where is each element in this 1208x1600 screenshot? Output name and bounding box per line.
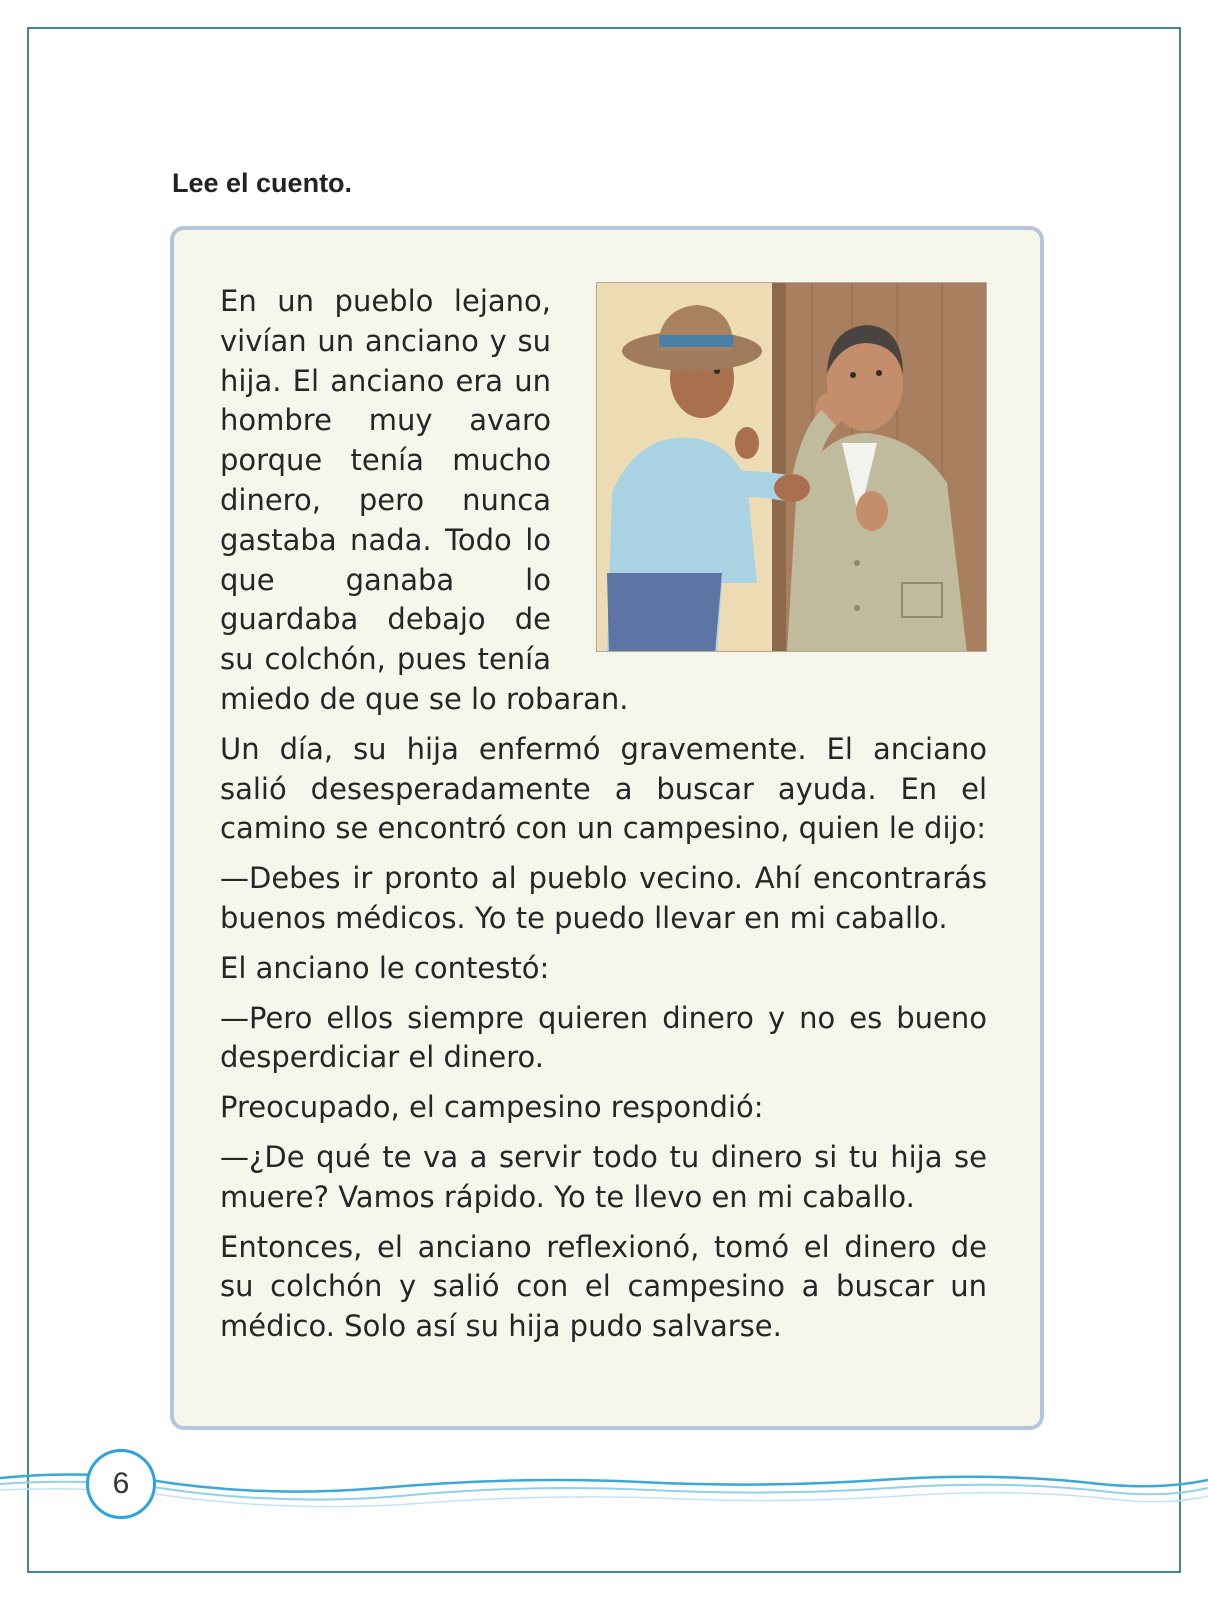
decorative-wave (0, 1450, 1208, 1520)
farmer-and-old-man-illustration (596, 282, 987, 652)
story-paragraph-1: En un pueblo lejano, vivían un anciano y su hija. El anciano era un hombre muy avaro porque tenía mucho dinero, pero nunca gastaba nada. Todo lo que ganaba lo guardaba debajo de su colchón, pues tenía miedo de que se lo robaran. (220, 284, 629, 716)
story-text (220, 282, 987, 1357)
story-paragraph-7: —¿De qué te va a servir todo tu dinero si tu hija se muere? Vamos rápido. Yo te llevo en mi caballo. (220, 1139, 987, 1214)
story-paragraph-6: Preocupado, el campesino respondió: (220, 1090, 764, 1125)
story-paragraph-8: Entonces, el anciano reflexionó, tomó el dinero de su colchón y salió con el campesino a buscar un médico. Solo así su hija pudo salvarse. (220, 1229, 987, 1344)
story-box (170, 226, 1044, 1430)
story-paragraph-4: El anciano le contestó: (220, 950, 550, 985)
instruction-heading: Lee el cuento. (172, 168, 353, 198)
story-paragraph-2: Un día, su hija enfermó gravemente. El anciano salió desesperadamente a buscar ayuda. En el camino se encontró con un campesino, quien le dijo: (220, 731, 987, 846)
page-number: 6 (86, 1449, 156, 1519)
story-paragraph-5: —Pero ellos siempre quieren dinero y no es bueno desperdiciar el dinero. (220, 1000, 987, 1075)
story-paragraph-3: —Debes ir pronto al pueblo vecino. Ahí encontrarás buenos médicos. Yo te puedo llevar en mi caballo. (220, 861, 987, 935)
